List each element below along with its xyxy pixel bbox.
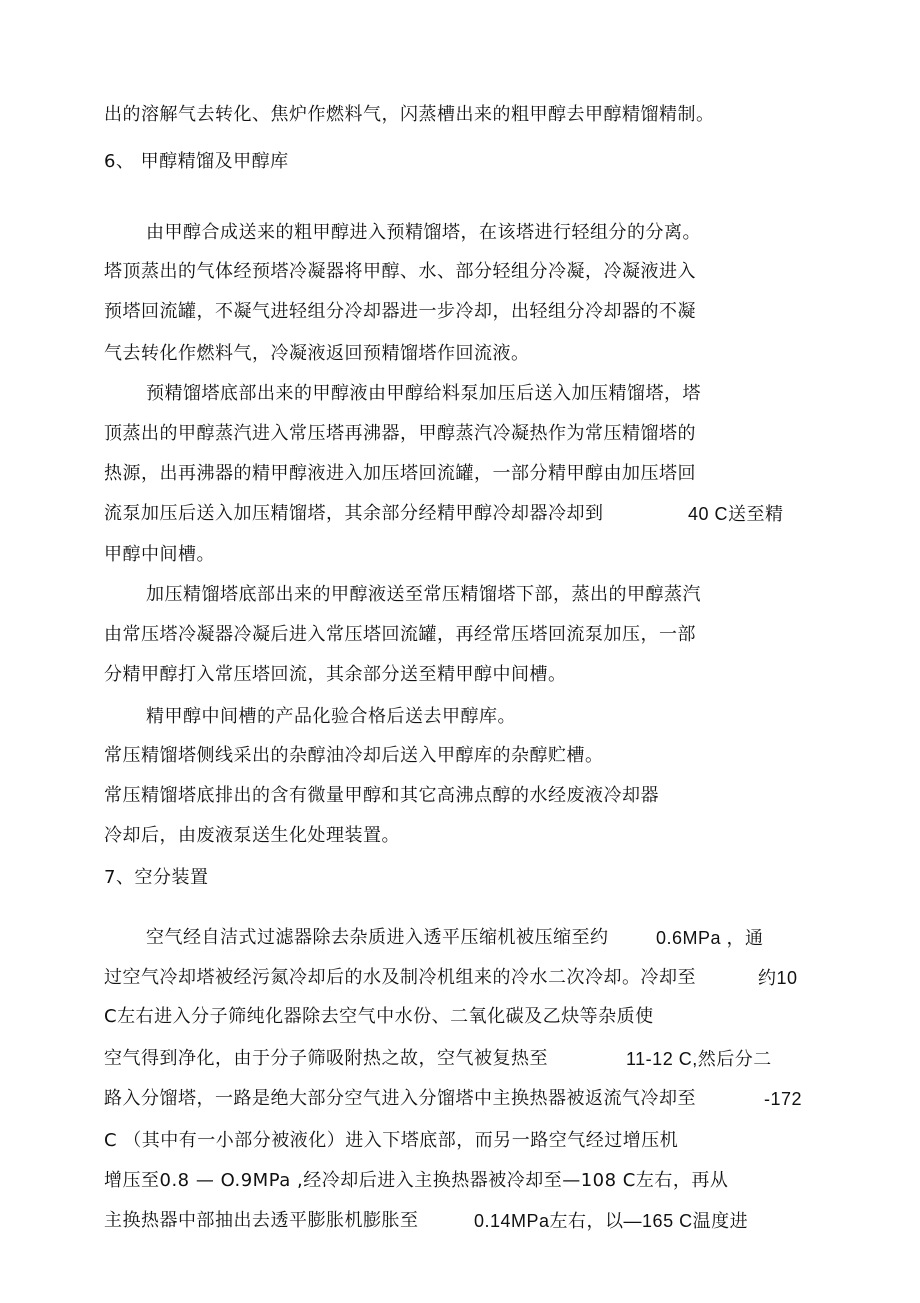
text-line-value: 0.6MPa ，通 — [656, 928, 764, 948]
text-line-value: 0.14MPa左右，以—165 C温度进 — [474, 1211, 749, 1231]
text-line: 精甲醇中间槽的产品化验合格后送去甲醇库。 — [146, 706, 516, 727]
text-line: 塔顶蒸出的气体经预塔冷凝器将甲醇、水、部分轻组分冷凝，冷凝液进入 — [104, 261, 696, 282]
text-line: 主换热器中部抽出去透平膨胀机膨胀至 — [104, 1210, 419, 1231]
text-line-value: 40 C送至精 — [688, 504, 784, 524]
text-line: 出的溶解气去转化、焦炉作燃料气，闪蒸槽出来的粗甲醇去甲醇精馏精制。 — [104, 104, 715, 125]
text-line: 加压精馏塔底部出来的甲醇液送至常压精馏塔下部，蒸出的甲醇蒸汽 — [146, 584, 701, 605]
text-line: 路入分馏塔，一路是绝大部分空气进入分馏塔中主换热器被返流气冷却至 — [104, 1088, 696, 1109]
text-line-value: 11-12 C,然后分二 — [626, 1049, 772, 1069]
text-line: 常压精馏塔底排出的含有微量甲醇和其它高沸点醇的水经废液冷却器 — [104, 785, 659, 806]
text-line: 流泵加压后送入加压精馏塔，其余部分经精甲醇冷却器冷却到 — [104, 503, 604, 524]
text-line: 热源，出再沸器的精甲醇液进入加压塔回流罐，一部分精甲醇由加压塔回 — [104, 463, 696, 484]
text-line: C （其中有一小部分被液化）进入下塔底部，而另一路空气经过增压机 — [104, 1130, 679, 1151]
section-heading: 6、 甲醇精馏及甲醇库 — [104, 151, 289, 172]
text-line-value: -172 — [764, 1089, 803, 1109]
text-line: 过空气冷却塔被经污氮冷却后的水及制冷机组来的冷水二次冷却。冷却至 — [104, 967, 696, 988]
text-line: 顶蒸出的甲醇蒸汽进入常压塔再沸器，甲醇蒸汽冷凝热作为常压精馏塔的 — [104, 423, 696, 444]
text-line: 空气得到净化，由于分子筛吸附热之故，空气被复热至 — [104, 1048, 548, 1069]
text-line: 由常压塔冷凝器冷凝后进入常压塔回流罐，再经常压塔回流泵加压，一部 — [104, 624, 696, 645]
text-line: 预塔回流罐，不凝气进轻组分冷却器进一步冷却，出轻组分冷却器的不凝 — [104, 301, 696, 322]
text-line: 甲醇中间槽。 — [104, 544, 215, 565]
text-line: 预精馏塔底部出来的甲醇液由甲醇给料泵加压后送入加压精馏塔，塔 — [146, 383, 701, 404]
text-line: 常压精馏塔侧线采出的杂醇油冷却后送入甲醇库的杂醇贮槽。 — [104, 745, 604, 766]
text-line: C左右进入分子筛纯化器除去空气中水份、二氧化碳及乙炔等杂质使 — [104, 1006, 654, 1027]
text-line: 分精甲醇打入常压塔回流，其余部分送至精甲醇中间槽。 — [104, 664, 567, 685]
text-line: 增压至0.8 — O.9MPa ,经冷却后进入主换热器被冷却至—108 C左右，再从 — [104, 1170, 729, 1191]
text-line: 气去转化作燃料气，冷凝液返回预精馏塔作回流液。 — [104, 343, 530, 364]
text-line: 由甲醇合成送来的粗甲醇进入预精馏塔，在该塔进行轻组分的分离。 — [146, 222, 701, 243]
section-heading: 7、空分装置 — [104, 867, 209, 888]
text-line: 冷却后，由废液泵送生化处理装置。 — [104, 825, 400, 846]
text-line: 空气经自洁式过滤器除去杂质进入透平压缩机被压缩至约 — [146, 927, 609, 948]
text-line-value: 约10 — [758, 968, 798, 988]
